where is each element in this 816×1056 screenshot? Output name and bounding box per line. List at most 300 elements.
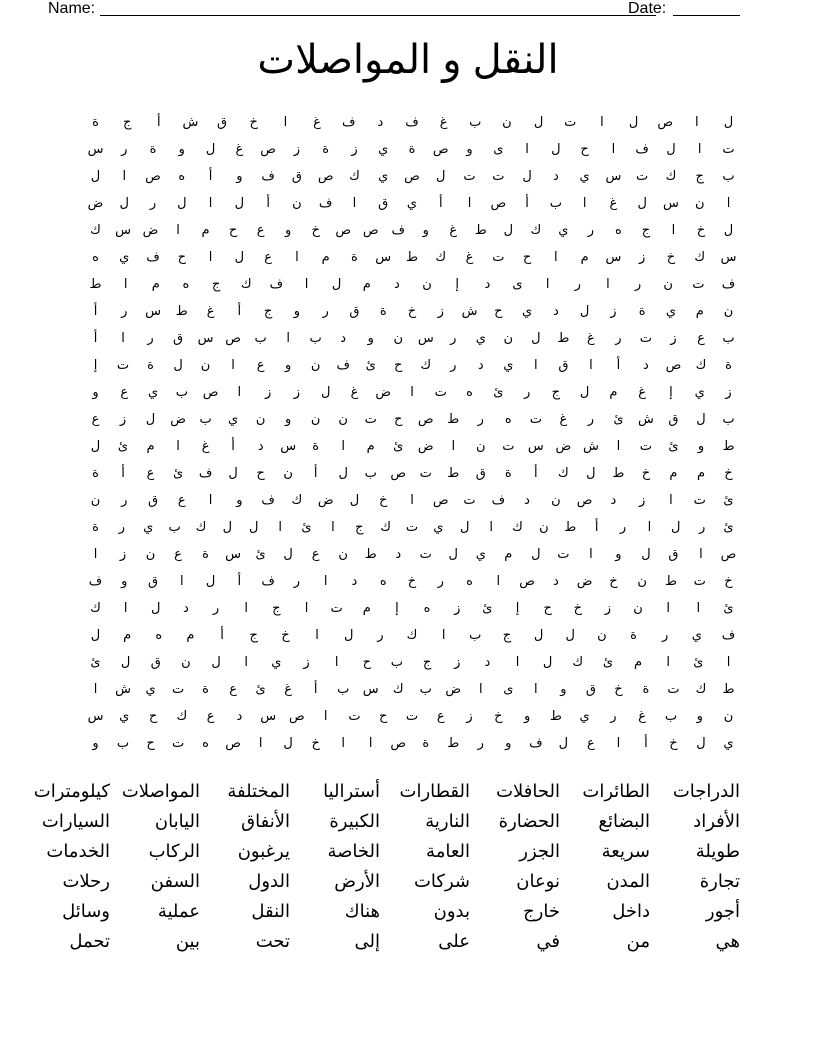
grid-letter: ف xyxy=(391,222,405,237)
grid-letter: أ xyxy=(438,195,443,210)
grid-letter: ص xyxy=(665,357,682,372)
grid-letter: ا xyxy=(726,195,731,210)
grid-letter: ع xyxy=(177,492,186,507)
grid-letter: ا xyxy=(231,357,235,372)
grid-letter: ب xyxy=(722,168,735,183)
grid-letter: ن xyxy=(723,708,734,723)
grid-letter: ض xyxy=(170,411,186,426)
grid-letter: ي xyxy=(147,384,159,399)
word-bank-item: الجزر xyxy=(519,841,560,861)
grid-letter: ج xyxy=(502,627,512,642)
grid-letter: ب xyxy=(390,654,404,669)
grid-letter: ف xyxy=(261,492,275,507)
grid-letter: د xyxy=(552,573,559,588)
grid-letter: ت xyxy=(463,168,476,183)
grid-letter: ز xyxy=(610,303,617,318)
word-bank-item: المدن xyxy=(606,871,650,891)
grid-letter: ي xyxy=(378,168,389,183)
grid-letter: ا xyxy=(368,735,373,750)
grid-letter: ن xyxy=(539,519,549,534)
word-bank-item: الأفراد xyxy=(693,811,740,831)
grid-letter: ي xyxy=(271,654,282,669)
grid-letter: ل xyxy=(119,195,129,210)
grid-letter: ب xyxy=(664,708,678,723)
grid-letter: ل xyxy=(90,627,101,642)
grid-letter: ب xyxy=(254,330,267,345)
grid-letter: ا xyxy=(208,195,213,210)
grid-letter: ل xyxy=(542,654,553,669)
grid-letter: ا xyxy=(352,195,357,210)
grid-letter: ك xyxy=(694,249,706,264)
grid-letter: ة xyxy=(312,438,320,453)
word-bank-item: اليابان xyxy=(154,811,200,831)
grid-row xyxy=(82,301,742,328)
grid-letter: ح xyxy=(394,357,403,372)
word-bank-item: النارية xyxy=(425,811,470,831)
grid-letter: ض xyxy=(417,438,434,453)
grid-letter: ب xyxy=(419,681,432,696)
word-bank-item: العامة xyxy=(426,841,470,861)
grid-letter: ا xyxy=(616,735,621,750)
grid-letter: ع xyxy=(311,546,320,561)
grid-letter: ف xyxy=(146,249,160,264)
grid-letter: ا xyxy=(582,195,587,210)
header xyxy=(48,0,748,20)
grid-letter: ى xyxy=(503,681,514,696)
word-bank-item: إلى xyxy=(354,931,380,951)
grid-letter: ش xyxy=(182,114,199,129)
grid-letter: ض xyxy=(375,384,392,399)
date-field[interactable] xyxy=(673,0,740,16)
grid-letter: غ xyxy=(350,384,359,399)
grid-letter: ك xyxy=(392,681,404,696)
grid-letter: ي xyxy=(145,681,156,696)
grid-letter: ة xyxy=(351,249,358,264)
grid-letter: أ xyxy=(237,303,242,318)
word-search-grid xyxy=(82,112,742,762)
grid-letter: ا xyxy=(93,681,98,696)
grid-letter: ن xyxy=(90,492,101,507)
word-bank-item: الأنفاق xyxy=(241,811,290,831)
grid-letter: ل xyxy=(533,114,544,129)
grid-letter: ز xyxy=(303,654,310,669)
grid-letter: ق xyxy=(378,195,389,210)
grid-letter: ئ xyxy=(482,600,493,615)
grid-letter: ح xyxy=(228,222,238,237)
grid-letter: غ xyxy=(206,303,215,318)
grid-letter: ز xyxy=(639,249,646,264)
grid-letter: م xyxy=(580,249,589,264)
grid-row xyxy=(82,598,742,625)
name-field[interactable] xyxy=(100,0,656,16)
grid-letter: ئ xyxy=(365,357,376,372)
grid-letter: ة xyxy=(422,735,430,750)
grid-letter: ل xyxy=(666,141,676,156)
grid-letter: ة xyxy=(379,303,387,318)
grid-letter: أ xyxy=(231,438,235,453)
grid-letter: ج xyxy=(695,168,704,183)
grid-letter: ع xyxy=(256,222,265,237)
grid-letter: ر xyxy=(615,330,622,345)
grid-row xyxy=(82,139,742,166)
grid-letter: ع xyxy=(229,681,237,696)
grid-letter: ن xyxy=(597,627,607,642)
grid-letter: ة xyxy=(149,141,157,156)
grid-letter: ك xyxy=(558,465,569,480)
grid-letter: ص xyxy=(289,708,305,723)
grid-letter: ك xyxy=(240,276,252,291)
grid-letter: س xyxy=(417,330,434,345)
grid-letter: ا xyxy=(331,519,335,534)
grid-letter: ا xyxy=(334,654,339,669)
grid-letter: ا xyxy=(410,492,414,507)
grid-letter: غ xyxy=(439,114,448,129)
grid-letter: ة xyxy=(202,546,209,561)
grid-letter: ا xyxy=(237,384,242,399)
grid-letter: ص xyxy=(404,168,420,183)
grid-letter: ب xyxy=(549,195,562,210)
grid-letter: أ xyxy=(156,114,161,129)
grid-letter: خ xyxy=(407,573,417,588)
grid-letter: ا xyxy=(554,249,558,264)
word-bank-item: كيلومترات xyxy=(33,781,110,801)
grid-letter: أ xyxy=(313,681,318,696)
grid-letter: ط xyxy=(664,573,677,588)
grid-letter: ب xyxy=(168,519,181,534)
grid-letter: ت xyxy=(419,465,432,480)
grid-letter: م xyxy=(609,384,618,399)
grid-letter: ض xyxy=(555,438,572,453)
grid-letter: ل xyxy=(533,627,544,642)
grid-letter: ا xyxy=(589,546,593,561)
grid-letter: ي xyxy=(691,627,702,642)
grid-letter: ج xyxy=(422,654,432,669)
grid-letter: ص xyxy=(657,114,674,129)
grid-letter: ز xyxy=(293,384,301,399)
grid-letter: ن xyxy=(283,465,293,480)
grid-letter: ل xyxy=(211,654,221,669)
word-bank-item: شركات xyxy=(413,871,470,891)
grid-letter: أ xyxy=(121,465,125,480)
grid-letter: أ xyxy=(208,168,213,183)
grid-letter: ل xyxy=(531,330,541,345)
grid-letter: ط xyxy=(564,519,577,534)
name-label: Name: xyxy=(48,0,96,17)
grid-letter: ز xyxy=(351,141,358,156)
grid-letter: ت xyxy=(564,114,577,129)
grid-letter: ن xyxy=(338,411,348,426)
grid-row xyxy=(82,382,742,409)
grid-letter: ئ xyxy=(613,411,624,426)
grid-row xyxy=(82,328,742,355)
grid-letter: أ xyxy=(534,465,538,480)
grid-letter: ت xyxy=(171,681,185,696)
grid-letter: ر xyxy=(619,519,627,534)
grid-letter: ت xyxy=(502,438,515,453)
grid-letter: م xyxy=(696,465,705,480)
word-bank-item: الكبيرة xyxy=(329,811,380,831)
grid-letter: ن xyxy=(292,195,302,210)
grid-letter: خ xyxy=(669,735,678,750)
grid-letter: ن xyxy=(145,546,156,561)
grid-letter: ن xyxy=(694,195,705,210)
grid-letter: أ xyxy=(93,303,98,318)
grid-letter: د xyxy=(183,600,189,615)
grid-letter: ص xyxy=(432,492,449,507)
grid-letter: إ xyxy=(455,276,460,291)
grid-letter: و xyxy=(92,384,99,399)
grid-letter: ة xyxy=(92,519,99,534)
grid-letter: ل xyxy=(558,735,569,750)
grid-letter: غ xyxy=(609,195,618,210)
grid-letter: ق xyxy=(475,465,486,480)
word-bank-item: طويلة xyxy=(695,841,740,861)
grid-letter: ر xyxy=(587,411,595,426)
grid-letter: ص xyxy=(225,330,241,345)
grid-letter: خ xyxy=(609,573,618,588)
grid-letter: ل xyxy=(177,195,187,210)
grid-letter: ا xyxy=(616,438,621,453)
grid-letter: ش xyxy=(582,438,599,453)
grid-letter: أ xyxy=(93,330,98,345)
grid-letter: ص xyxy=(390,465,407,480)
grid-letter: م xyxy=(695,303,704,318)
grid-letter: ئ xyxy=(301,519,312,534)
grid-letter: د xyxy=(236,708,243,723)
grid-letter: ن xyxy=(255,411,266,426)
grid-letter: ا xyxy=(441,627,446,642)
grid-letter: ل xyxy=(283,546,293,561)
grid-letter: ف xyxy=(721,276,736,291)
word-bank-item: في xyxy=(536,931,560,951)
grid-letter: غ xyxy=(235,141,244,156)
grid-letter: إ xyxy=(669,384,673,399)
grid-letter: ف xyxy=(261,573,275,588)
grid-letter: ك xyxy=(380,519,391,534)
grid-letter: خ xyxy=(666,249,676,264)
grid-row xyxy=(82,571,742,598)
grid-letter: ل xyxy=(349,492,360,507)
grid-letter: ن xyxy=(503,330,514,345)
grid-letter: ق xyxy=(668,546,679,561)
grid-letter: ا xyxy=(726,654,731,669)
word-bank-item: المواصلات xyxy=(121,781,200,801)
grid-letter: ئ xyxy=(90,654,101,669)
grid-letter: ت xyxy=(636,168,649,183)
grid-letter: م xyxy=(366,438,375,453)
grid-letter: ط xyxy=(447,411,460,426)
grid-letter: ص xyxy=(362,222,379,237)
grid-letter: ا xyxy=(286,330,290,345)
grid-letter: ا xyxy=(669,492,673,507)
grid-letter: و xyxy=(92,735,99,750)
grid-letter: ه xyxy=(92,249,99,264)
grid-letter: ط xyxy=(175,303,188,318)
grid-letter: ج xyxy=(122,114,132,129)
grid-letter: ر xyxy=(118,519,126,534)
grid-letter: ئ xyxy=(723,519,734,534)
grid-letter: ب xyxy=(722,411,735,426)
grid-letter: د xyxy=(340,330,347,345)
word-bank-item: تحمل xyxy=(69,931,110,951)
grid-letter: ف xyxy=(491,492,506,507)
grid-letter: ا xyxy=(315,627,319,642)
grid-letter: ة xyxy=(92,465,99,480)
grid-letter: د xyxy=(610,492,617,507)
grid-letter: ض xyxy=(142,222,159,237)
grid-letter: ج xyxy=(641,222,651,237)
grid-letter: س xyxy=(362,681,379,696)
grid-letter: ز xyxy=(437,303,444,318)
grid-letter: ا xyxy=(123,276,128,291)
grid-letter: ا xyxy=(695,114,699,129)
grid-row xyxy=(82,409,742,436)
grid-letter: ف xyxy=(269,276,284,291)
grid-letter: د xyxy=(394,276,400,291)
grid-letter: ة xyxy=(725,357,732,372)
grid-letter: خ xyxy=(407,303,417,318)
grid-letter: ه xyxy=(615,222,622,237)
grid-letter: و xyxy=(285,411,292,426)
word-bank-item: الأرض xyxy=(334,871,380,891)
grid-letter: ئ xyxy=(602,654,614,669)
grid-letter: أ xyxy=(594,519,599,534)
grid-letter: ق xyxy=(558,357,569,372)
grid-letter: ل xyxy=(696,411,706,426)
word-bank-item: على xyxy=(438,931,470,951)
grid-letter: ج xyxy=(249,627,258,642)
word-bank-item: رحلات xyxy=(62,871,110,891)
grid-letter: ه xyxy=(379,573,387,588)
grid-letter: ر xyxy=(587,222,595,237)
grid-letter: و xyxy=(236,168,243,183)
grid-letter: ص xyxy=(335,222,352,237)
grid-row xyxy=(82,463,742,490)
grid-letter: ح xyxy=(580,141,589,156)
grid-letter: ر xyxy=(698,519,706,534)
grid-letter: م xyxy=(669,465,678,480)
grid-letter: أ xyxy=(616,357,621,372)
grid-letter: ك xyxy=(665,168,677,183)
grid-letter: ب xyxy=(116,735,130,750)
grid-letter: ك xyxy=(90,222,101,237)
grid-letter: ص xyxy=(432,141,449,156)
grid-letter: ي xyxy=(579,708,590,723)
grid-letter: ي xyxy=(119,708,130,723)
grid-letter: ت xyxy=(693,573,706,588)
word-bank xyxy=(30,780,770,960)
grid-letter: و xyxy=(285,357,292,372)
grid-letter: ئ xyxy=(117,438,129,453)
grid-letter: إ xyxy=(395,600,399,615)
grid-letter: ا xyxy=(699,546,703,561)
grid-letter: ر xyxy=(523,384,531,399)
grid-letter: أ xyxy=(644,735,648,750)
grid-letter: ز xyxy=(604,600,612,615)
grid-letter: ل xyxy=(551,141,561,156)
grid-row xyxy=(82,625,742,652)
grid-letter: غ xyxy=(638,384,647,399)
grid-letter: د xyxy=(524,492,530,507)
word-bank-item: خارج xyxy=(523,901,560,921)
grid-letter: ت xyxy=(639,438,653,453)
grid-letter: م xyxy=(321,249,330,264)
grid-row xyxy=(82,193,742,220)
grid-letter: ر xyxy=(322,303,329,318)
grid-letter: و xyxy=(121,573,128,588)
grid-letter: ل xyxy=(228,465,238,480)
grid-letter: أ xyxy=(313,465,318,480)
grid-letter: ا xyxy=(525,141,529,156)
grid-letter: ا xyxy=(410,384,414,399)
grid-letter: ي xyxy=(503,357,514,372)
grid-letter: ع xyxy=(91,411,100,426)
grid-letter: د xyxy=(552,168,559,183)
grid-letter: ص xyxy=(260,141,276,156)
grid-letter: د xyxy=(484,276,491,291)
grid-letter: ع xyxy=(174,546,182,561)
grid-letter: ي xyxy=(475,546,486,561)
grid-row xyxy=(82,220,742,247)
date-label: Date: xyxy=(628,0,667,17)
grid-letter: ت xyxy=(419,546,432,561)
grid-letter: ا xyxy=(93,546,98,561)
grid-letter: ح xyxy=(148,708,158,723)
grid-letter: خ xyxy=(573,600,582,615)
grid-letter: أ xyxy=(525,195,529,210)
grid-letter: ر xyxy=(450,330,457,345)
grid-letter: ش xyxy=(115,681,131,696)
word-bank-item: الخدمات xyxy=(46,841,110,861)
grid-letter: ت xyxy=(639,330,653,345)
grid-row xyxy=(82,652,742,679)
grid-letter: ا xyxy=(478,681,483,696)
grid-letter: ى xyxy=(512,276,523,291)
grid-letter: ل xyxy=(343,627,354,642)
grid-letter: ن xyxy=(476,438,486,453)
grid-letter: م xyxy=(151,276,160,291)
grid-letter: ا xyxy=(606,276,610,291)
grid-letter: ة xyxy=(630,627,637,642)
grid-letter: ف xyxy=(88,573,103,588)
grid-letter: ت xyxy=(405,708,419,723)
grid-letter: ط xyxy=(722,438,735,453)
grid-letter: ي xyxy=(665,303,677,318)
grid-letter: ط xyxy=(722,681,735,696)
grid-letter: س xyxy=(197,330,214,345)
grid-row xyxy=(82,679,742,706)
grid-letter: ه xyxy=(155,627,163,642)
grid-letter: ة xyxy=(504,465,512,480)
grid-letter: ا xyxy=(534,681,538,696)
grid-letter: ة xyxy=(92,114,99,129)
grid-letter: ع xyxy=(256,357,265,372)
grid-letter: ت xyxy=(171,735,185,750)
word-bank-item: هي xyxy=(715,931,740,951)
grid-letter: د xyxy=(395,546,402,561)
grid-letter: ل xyxy=(448,546,458,561)
grid-letter: ة xyxy=(642,681,650,696)
grid-letter: ا xyxy=(180,573,184,588)
grid-letter: أ xyxy=(220,627,224,642)
grid-letter: ا xyxy=(208,492,213,507)
grid-letter: ك xyxy=(349,168,360,183)
grid-letter: ن xyxy=(637,573,647,588)
grid-letter: ر xyxy=(662,627,669,642)
grid-letter: م xyxy=(201,222,210,237)
grid-letter: ا xyxy=(208,249,213,264)
grid-letter: ا xyxy=(176,438,180,453)
